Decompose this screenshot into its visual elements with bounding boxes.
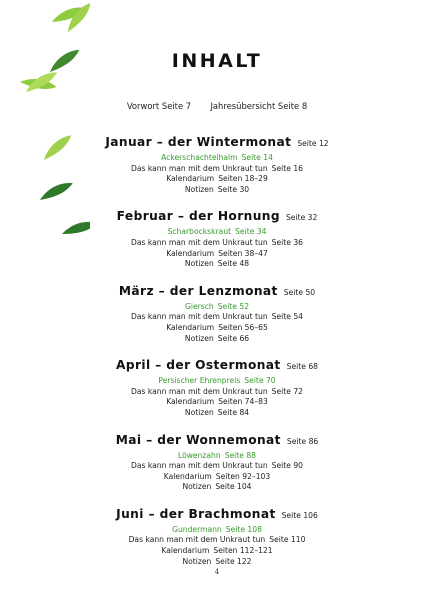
herb-page: Seite 34 xyxy=(235,227,267,237)
calendar-entry xyxy=(0,472,434,483)
calendar-entry xyxy=(0,397,434,408)
section-heading xyxy=(0,206,434,227)
calendar-label: Kalendarium xyxy=(166,322,215,332)
intro-page: Seite 8 xyxy=(277,101,308,111)
weed-label: Das kann man mit dem Unkraut tun xyxy=(128,535,266,545)
section-heading xyxy=(0,355,434,376)
calendar-pages: Seiten 18–29 xyxy=(218,174,268,184)
toc-section xyxy=(0,430,434,493)
weed-page: Seite 36 xyxy=(271,237,303,247)
calendar-pages: Seiten 112–121 xyxy=(213,546,273,556)
intro-line xyxy=(0,101,434,111)
notes-label: Notizen xyxy=(184,407,214,417)
section-title: Mai – der Wonnemonat xyxy=(115,432,281,447)
herb-entry xyxy=(0,451,434,462)
calendar-label: Kalendarium xyxy=(166,397,215,407)
calendar-pages: Seiten 92–103 xyxy=(215,471,271,481)
weed-entry xyxy=(0,535,434,546)
toc-section xyxy=(0,132,434,195)
herb-name: Scharbockskraut xyxy=(167,227,232,237)
section-page: Seite 12 xyxy=(297,139,329,148)
notes-page: Seite 84 xyxy=(217,407,250,417)
notes-entry xyxy=(0,334,434,345)
toc-section xyxy=(0,355,434,418)
weed-entry xyxy=(0,312,434,323)
notes-label: Notizen xyxy=(184,333,214,343)
toc-section xyxy=(0,206,434,269)
herb-name: Gundermann xyxy=(172,524,222,534)
notes-entry xyxy=(0,408,434,419)
notes-label: Notizen xyxy=(184,259,214,269)
calendar-pages: Seiten 56–65 xyxy=(218,322,268,332)
weed-label: Das kann man mit dem Unkraut tun xyxy=(131,312,268,322)
weed-label: Das kann man mit dem Unkraut tun xyxy=(131,163,268,173)
section-page: Seite 32 xyxy=(285,213,318,223)
herb-name: Ackerschachtelhalm xyxy=(161,153,238,162)
section-page: Seite 68 xyxy=(286,362,318,372)
calendar-label: Kalendarium xyxy=(163,471,212,481)
notes-label: Notizen xyxy=(184,184,214,194)
notes-label: Notizen xyxy=(182,556,212,566)
weed-page: Seite 72 xyxy=(271,386,303,396)
herb-entry xyxy=(0,153,434,164)
page-title: INHALT xyxy=(171,50,263,72)
section-title: Januar – der Wintermonat xyxy=(105,135,292,149)
calendar-label: Kalendarium xyxy=(166,174,215,184)
section-title: April – der Ostermonat xyxy=(116,358,281,373)
notes-entry xyxy=(0,259,434,270)
notes-entry xyxy=(0,482,434,493)
herb-name: Löwenzahn xyxy=(177,450,221,460)
section-page: Seite 86 xyxy=(286,436,319,446)
section-page: Seite 106 xyxy=(281,510,318,520)
section-title: März – der Lenzmonat xyxy=(118,283,278,298)
weed-page: Seite 54 xyxy=(271,312,303,322)
intro-page: Seite 7 xyxy=(161,101,192,111)
calendar-label: Kalendarium xyxy=(161,546,210,556)
calendar-label: Kalendarium xyxy=(166,248,215,258)
notes-page: Seite 66 xyxy=(217,333,250,343)
notes-page: Seite 122 xyxy=(215,556,252,566)
intro-label: Vorwort xyxy=(126,101,160,111)
calendar-entry xyxy=(0,249,434,260)
notes-page: Seite 104 xyxy=(215,482,252,492)
table-of-contents xyxy=(0,132,434,578)
weed-page: Seite 90 xyxy=(271,461,303,471)
weed-label: Das kann man mit dem Unkraut tun xyxy=(131,386,268,396)
herb-page: Seite 88 xyxy=(224,450,257,460)
section-page: Seite 50 xyxy=(283,287,316,297)
intro-label: Jahresübersicht xyxy=(210,101,276,111)
notes-page: Seite 30 xyxy=(217,184,250,194)
section-heading xyxy=(0,281,434,302)
calendar-entry xyxy=(0,323,434,334)
section-heading xyxy=(0,430,434,451)
calendar-pages: Seiten 38–47 xyxy=(218,248,268,258)
weed-entry xyxy=(0,164,434,175)
calendar-entry xyxy=(0,174,434,185)
weed-page: Seite 16 xyxy=(271,163,303,173)
calendar-entry xyxy=(0,546,434,557)
herb-entry xyxy=(0,376,434,387)
herb-entry xyxy=(0,227,434,238)
herb-entry xyxy=(0,525,434,536)
herb-page: Seite 14 xyxy=(241,153,273,162)
weed-entry xyxy=(0,238,434,249)
section-heading xyxy=(0,504,434,525)
page-number: 4 xyxy=(214,568,220,576)
calendar-pages: Seiten 74–83 xyxy=(218,397,268,407)
toc-section xyxy=(0,281,434,344)
herb-name: Persischer Ehrenpreis xyxy=(158,376,241,386)
notes-entry xyxy=(0,185,434,196)
weed-entry xyxy=(0,461,434,472)
toc-section xyxy=(0,504,434,567)
herb-page: Seite 52 xyxy=(217,301,250,311)
notes-label: Notizen xyxy=(182,482,212,492)
weed-entry xyxy=(0,387,434,398)
weed-page: Seite 110 xyxy=(269,535,306,545)
herb-page: Seite 70 xyxy=(244,376,276,386)
section-title: Februar – der Hornung xyxy=(116,209,280,224)
weed-label: Das kann man mit dem Unkraut tun xyxy=(131,237,268,247)
section-title: Juni – der Brachmonat xyxy=(116,506,276,521)
weed-label: Das kann man mit dem Unkraut tun xyxy=(131,461,268,471)
herb-entry xyxy=(0,302,434,313)
notes-page: Seite 48 xyxy=(217,259,250,269)
notes-entry xyxy=(0,557,434,568)
herb-name: Giersch xyxy=(184,301,214,311)
section-heading xyxy=(0,132,434,153)
herb-page: Seite 108 xyxy=(225,524,262,534)
